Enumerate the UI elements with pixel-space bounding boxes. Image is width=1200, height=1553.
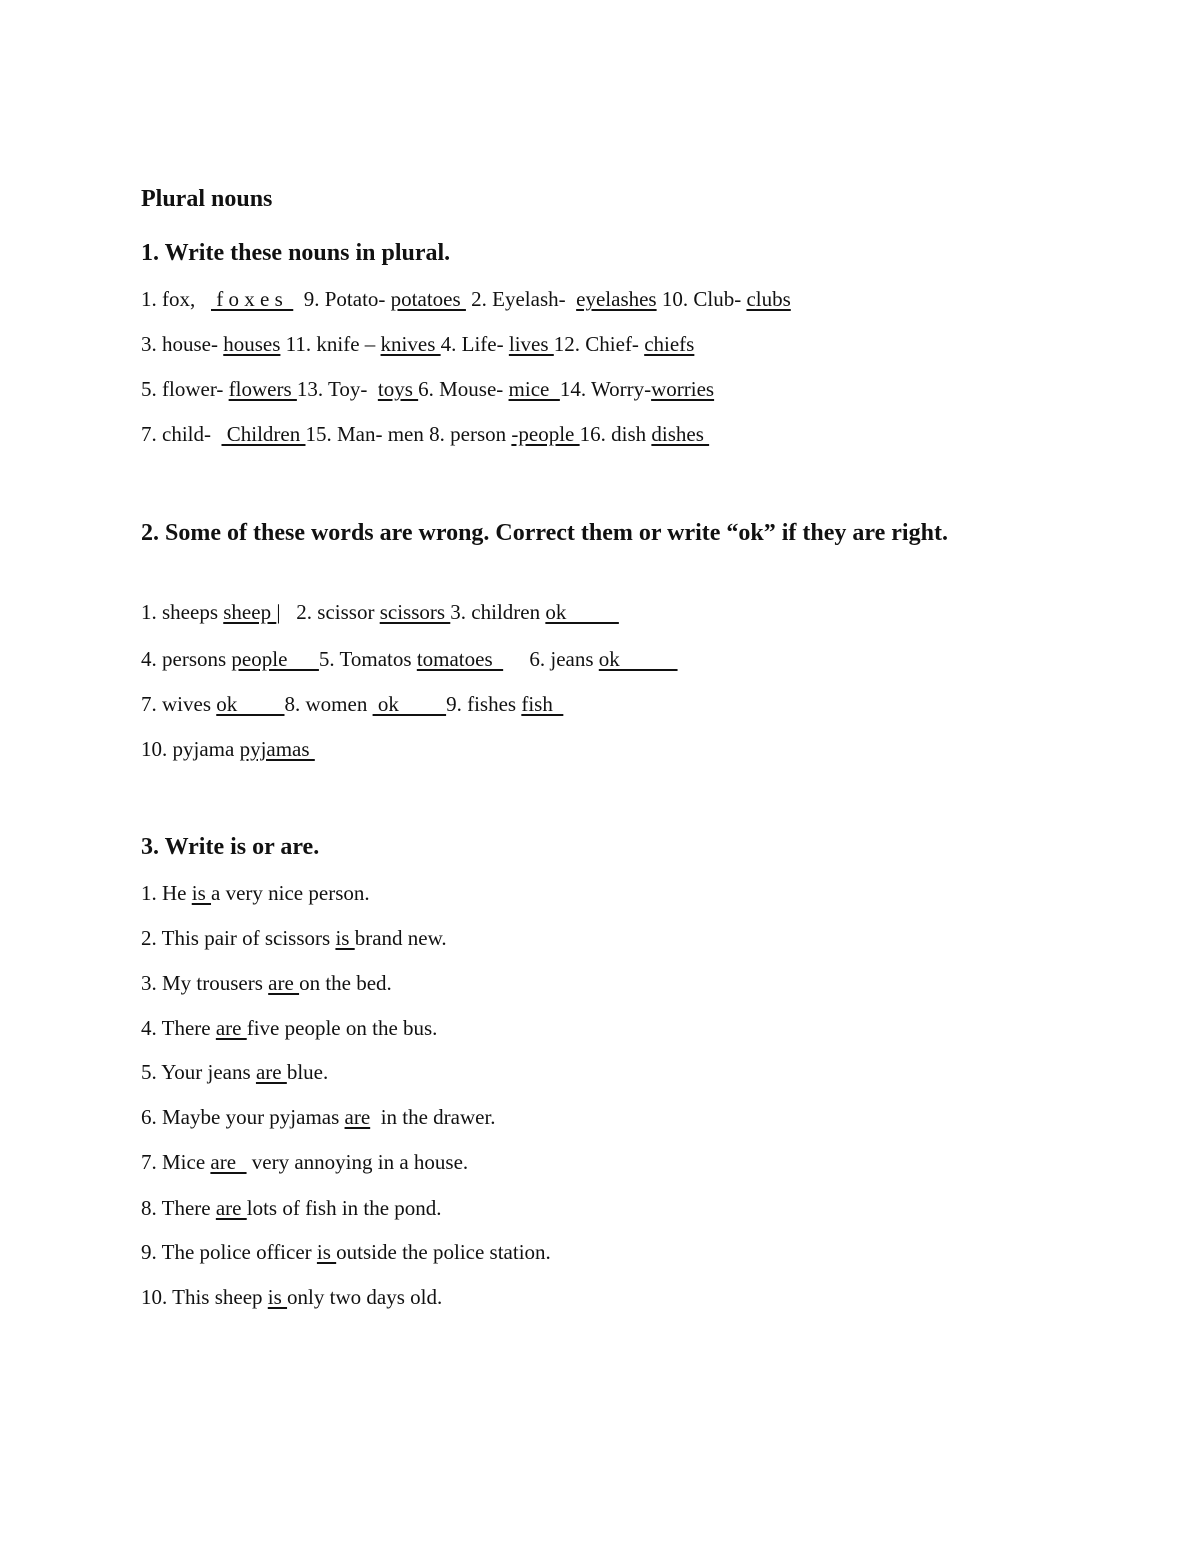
- section-3-line: [141, 1058, 328, 1086]
- section-1-line: [141, 285, 791, 313]
- answer-text: houses: [223, 332, 281, 356]
- answer-text: eyelashes: [576, 287, 657, 311]
- prompt-text: 6. jeans: [503, 647, 599, 671]
- prompt-text: lots of fish in the pond.: [246, 1196, 442, 1220]
- answer-text: flowers: [228, 377, 297, 401]
- answer-text: knives: [380, 332, 441, 356]
- prompt-text: outside the police station.: [336, 1240, 551, 1264]
- answer-text: are: [268, 971, 300, 995]
- section-3-line: [141, 1014, 437, 1042]
- section-3-line: [141, 1283, 442, 1311]
- section-1-line: [141, 375, 714, 403]
- answer-text: is: [191, 881, 212, 905]
- prompt-text: five people on the bus.: [246, 1016, 438, 1040]
- section-3-line: [141, 1194, 442, 1222]
- prompt-text: 8. There: [141, 1196, 216, 1220]
- prompt-text: 4. persons: [141, 647, 232, 671]
- prompt-text: 9. fishes: [446, 692, 522, 716]
- section-2-heading: 2. Some of these words are wrong. Correct them or write “ok” if they are right.: [141, 520, 948, 546]
- section-2-line: [141, 690, 563, 718]
- answer-text: fish: [521, 692, 564, 716]
- prompt-text: 7. wives: [141, 692, 217, 716]
- answer-text: ok: [545, 600, 619, 624]
- section-2-line: [141, 645, 678, 673]
- section-3-line: [141, 969, 392, 997]
- prompt-text: 4. Life-: [440, 332, 509, 356]
- answer-text: ok: [216, 692, 285, 716]
- prompt-text: 1. fox,: [141, 287, 211, 311]
- prompt-text: 14. Worry-: [559, 377, 652, 401]
- answer-text: are: [215, 1196, 247, 1220]
- section-3-line: [141, 1103, 496, 1131]
- prompt-text: 10. This sheep: [141, 1285, 268, 1309]
- answer-text: people: [231, 647, 319, 671]
- answer-text: worries: [651, 377, 715, 401]
- prompt-text: 8. women: [284, 692, 373, 716]
- answer-text: chiefs: [644, 332, 695, 356]
- prompt-text: 4. There: [141, 1016, 216, 1040]
- section-3-line: [141, 1148, 468, 1176]
- prompt-text: only two days old.: [287, 1285, 443, 1309]
- prompt-text: 5. Tomatos: [318, 647, 417, 671]
- answer-text: is: [316, 1240, 337, 1264]
- prompt-text: 10. Club-: [656, 287, 747, 311]
- prompt-text: 5. Your jeans: [141, 1060, 256, 1084]
- prompt-text: 3. house-: [141, 332, 224, 356]
- answer-text: f o x e s: [211, 287, 294, 311]
- prompt-text: 6. Maybe your pyjamas: [141, 1105, 345, 1129]
- answer-text: is: [267, 1285, 288, 1309]
- answer-text: tomatoes: [416, 647, 504, 671]
- prompt-text: a very nice person.: [211, 881, 370, 905]
- prompt-text: 6. Mouse-: [418, 377, 509, 401]
- answer-text: is: [335, 926, 355, 950]
- section-3-line: [141, 879, 370, 907]
- answer-text: are: [215, 1016, 247, 1040]
- section-1-line: [141, 330, 694, 358]
- page-title: Plural nouns: [141, 186, 273, 212]
- answer-text: ok: [598, 647, 678, 671]
- prompt-text: 9. The police officer: [141, 1240, 317, 1264]
- section-3-line: [141, 924, 447, 952]
- section-2-line: [141, 735, 315, 763]
- answer-text: mice: [508, 377, 560, 401]
- prompt-text: 5. flower-: [141, 377, 229, 401]
- answer-text: toys: [377, 377, 419, 401]
- prompt-text: 16. dish: [579, 422, 652, 446]
- answer-text: lives: [508, 332, 554, 356]
- answer-text: dishes: [651, 422, 710, 446]
- prompt-text: brand new.: [354, 926, 447, 950]
- answer-text: ok: [372, 692, 447, 716]
- prompt-text: in the drawer.: [370, 1105, 496, 1129]
- prompt-text: 9. Potato-: [293, 287, 391, 311]
- prompt-text: blue.: [286, 1060, 329, 1084]
- prompt-text: 15. Man- men 8. person: [305, 422, 512, 446]
- answer-text: are: [210, 1150, 247, 1174]
- prompt-text: 10. pyjama: [141, 737, 240, 761]
- section-3-heading: 3. Write is or are.: [141, 834, 320, 860]
- answer-text: sheep: [223, 600, 277, 624]
- answer-text: clubs: [746, 287, 791, 311]
- answer-text: scissors: [379, 600, 451, 624]
- section-3-line: [141, 1238, 551, 1266]
- prompt-text: very annoying in a house.: [246, 1150, 469, 1174]
- prompt-text: on the bed.: [299, 971, 392, 995]
- prompt-text: 7. Mice: [141, 1150, 211, 1174]
- prompt-text: 7. child-: [141, 422, 222, 446]
- prompt-text: 11. knife –: [280, 332, 381, 356]
- prompt-text: 3. children: [450, 600, 546, 624]
- answer-text: -people: [511, 422, 580, 446]
- prompt-text: | 2. scissor: [276, 600, 380, 624]
- prompt-text: 1. sheeps: [141, 600, 224, 624]
- prompt-text: 1. He: [141, 881, 192, 905]
- answer-text: are: [255, 1060, 287, 1084]
- prompt-text: 13. Toy-: [296, 377, 378, 401]
- answer-text: Children: [221, 422, 306, 446]
- prompt-text: 2. This pair of scissors: [141, 926, 336, 950]
- section-1-line: [141, 420, 709, 448]
- answer-text: are: [344, 1105, 371, 1129]
- answer-text: potatoes: [390, 287, 466, 311]
- section-1-heading: 1. Write these nouns in plural.: [141, 240, 451, 266]
- answer-text: pyjamas: [239, 737, 315, 761]
- section-2-line: [141, 598, 619, 626]
- prompt-text: 2. Eyelash-: [465, 287, 577, 311]
- prompt-text: 12. Chief-: [553, 332, 645, 356]
- prompt-text: 3. My trousers: [141, 971, 269, 995]
